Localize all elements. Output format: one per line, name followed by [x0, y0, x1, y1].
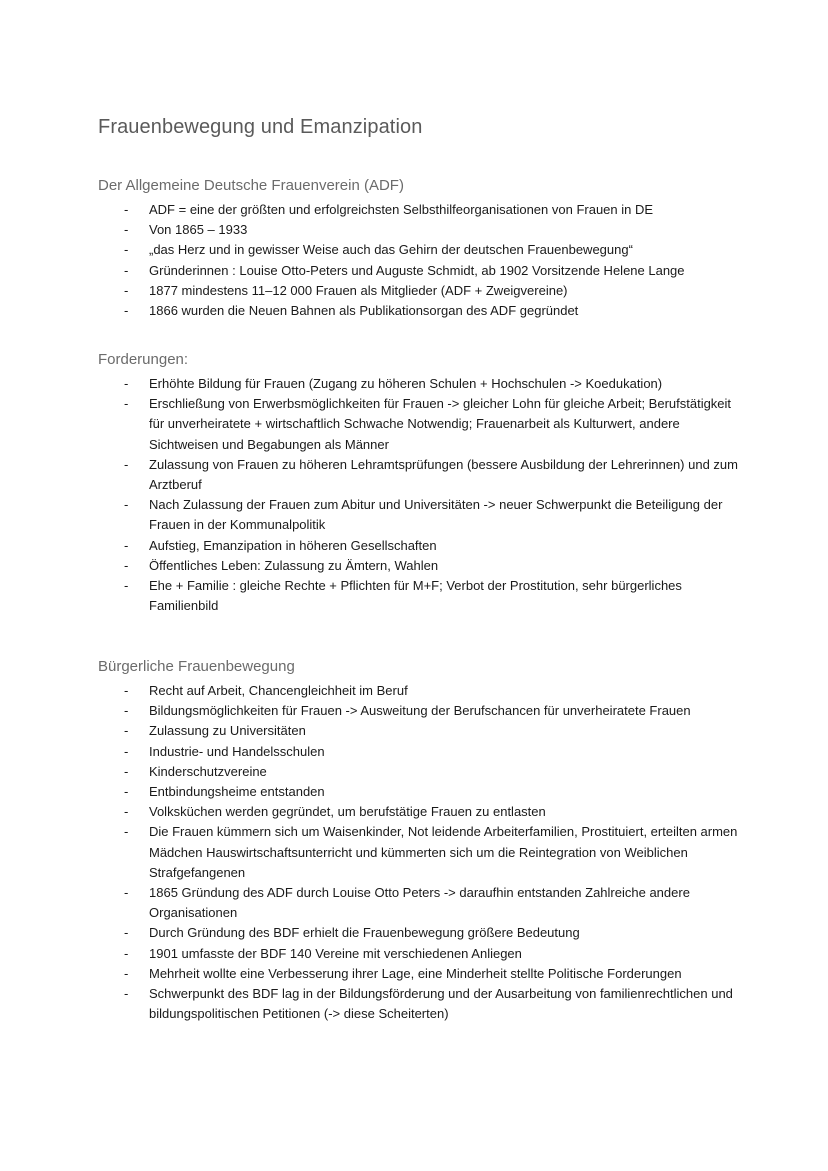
list-item — [98, 281, 738, 301]
list-item — [98, 455, 738, 495]
list-item — [98, 261, 738, 281]
list-dash: - — [124, 456, 129, 472]
list-item — [98, 944, 738, 964]
list-dash: - — [124, 945, 129, 961]
list-item-text: Aufstieg, Emanzipation in höheren Gesellschaften — [149, 537, 437, 553]
list-dash: - — [124, 497, 129, 513]
list-item — [98, 742, 738, 762]
list-item — [98, 220, 738, 240]
section-buergerliche-frauenbewegung — [98, 657, 738, 1024]
list-dash: - — [124, 222, 129, 238]
list-item-text: Schwerpunkt des BDF lag in der Bildungsförderung und der Ausarbeitung von familienrechtlichen und bildungspolitischen Petitionen (-> diese Scheiterten) — [149, 986, 733, 1022]
list-dash: - — [124, 763, 129, 779]
list-dash: - — [124, 885, 129, 901]
buergerlich-list — [98, 681, 738, 1024]
list-dash: - — [124, 925, 129, 941]
section-heading-forderungen: Forderungen: — [98, 351, 189, 368]
list-item-text: Recht auf Arbeit, Chancengleichheit im Beruf — [149, 683, 408, 698]
list-dash: - — [124, 303, 129, 319]
section-heading-adf: Der Allgemeine Deutsche Frauenverein (ADF) — [98, 177, 404, 194]
list-item-text: Zulassung von Frauen zu höheren Lehramtsprüfungen (bessere Ausbildung der Lehrerinnen) und zum Arztberuf — [149, 456, 738, 493]
list-dash: - — [124, 282, 129, 298]
list-item — [98, 802, 738, 822]
list-item-text: Erhöhte Bildung für Frauen (Zugang zu höheren Schulen + Hochschulen -> Koedukation) — [149, 376, 663, 391]
list-dash: - — [124, 683, 129, 698]
list-dash: - — [124, 986, 129, 1002]
list-item-text: „das Herz und in gewisser Weise auch das Gehirn der deutschen Frauenbewegung“ — [149, 242, 633, 258]
list-dash: - — [124, 376, 129, 391]
list-dash: - — [124, 262, 129, 278]
list-dash: - — [124, 824, 129, 840]
list-item-text: Industrie- und Handelsschulen — [149, 743, 325, 759]
list-dash: - — [124, 578, 129, 594]
section-adf — [98, 176, 738, 321]
list-item-text: 1877 mindestens 11–12 000 Frauen als Mitglieder (ADF + Zweigvereine) — [149, 282, 568, 298]
list-item — [98, 681, 738, 701]
list-dash: - — [124, 804, 129, 820]
list-item-text: Ehe + Familie : gleiche Rechte + Pflichten für M+F; Verbot der Prostitution, sehr bürgerliches Familienbild — [149, 578, 682, 614]
list-item-text: Die Frauen kümmern sich um Waisenkinder, Not leidende Arbeiterfamilien, Prostituiert, erteilten armen Mädchen Hauswirtschaftsunterricht und kümmerten sich um die Reintegration von Weiblichen Strafgefangenen — [149, 824, 738, 880]
list-dash: - — [124, 703, 129, 719]
list-item-text: Volksküchen werden gegründet, um berufstätige Frauen zu entlasten — [149, 804, 546, 820]
list-item — [98, 782, 738, 802]
list-item-text: Nach Zulassung der Frauen zum Abitur und Universitäten -> neuer Schwerpunkt die Beteiligung der Frauen in der Kommunalpolitik — [149, 497, 723, 533]
list-item-text: Mehrheit wollte eine Verbesserung ihrer Lage, eine Minderheit stellte Politische Forderungen — [149, 965, 682, 981]
section-heading-buergerlich: Bürgerliche Frauenbewegung — [98, 658, 295, 675]
list-dash: - — [124, 557, 129, 573]
list-item — [98, 200, 738, 220]
list-item — [98, 240, 738, 260]
list-item — [98, 556, 738, 576]
list-item-text: Von 1865 – 1933 — [149, 222, 248, 238]
list-item-text: Gründerinnen : Louise Otto-Peters und Auguste Schmidt, ab 1902 Vorsitzende Helene Lange — [149, 262, 685, 278]
list-item — [98, 762, 738, 782]
list-item-text: Kinderschutzvereine — [149, 763, 267, 779]
list-item-text: Durch Gründung des BDF erhielt die Frauenbewegung größere Bedeutung — [149, 925, 580, 941]
list-item-text: Erschließung von Erwerbsmöglichkeiten für Frauen -> gleicher Lohn für gleiche Arbeit; Berufstätigkeit für unverheiratete + wirtschaftlich Schwache Notwendig; Frauenarbeit als Kulturwert, andere Sichtweisen und Begabungen als Männer — [149, 396, 732, 452]
list-item — [98, 964, 738, 984]
list-item-text: 1866 wurden die Neuen Bahnen als Publikationsorgan des ADF gegründet — [149, 303, 579, 319]
list-item — [98, 883, 738, 923]
forderungen-list — [98, 374, 738, 616]
list-dash: - — [124, 396, 129, 412]
list-item-text: Zulassung zu Universitäten — [149, 723, 306, 739]
list-item-text: Öffentliches Leben: Zulassung zu Ämtern, Wahlen — [149, 557, 439, 573]
adf-list — [98, 200, 738, 321]
list-dash: - — [124, 784, 129, 800]
list-dash: - — [124, 202, 129, 217]
list-item-text: Bildungsmöglichkeiten für Frauen -> Ausweitung der Berufschancen für unverheiratete Frauen — [149, 703, 691, 719]
list-item-text: Entbindungsheime entstanden — [149, 784, 325, 800]
list-item — [98, 301, 738, 321]
list-item — [98, 495, 738, 535]
list-item — [98, 721, 738, 741]
section-forderungen — [98, 350, 738, 616]
list-dash: - — [124, 743, 129, 759]
list-dash: - — [124, 242, 129, 258]
list-item-text: 1865 Gründung des ADF durch Louise Otto Peters -> daraufhin entstanden Zahlreiche andere Organisationen — [149, 885, 690, 921]
list-item-text: ADF = eine der größten und erfolgreichsten Selbsthilfeorganisationen von Frauen in DE — [149, 202, 654, 217]
list-item-text: 1901 umfasste der BDF 140 Vereine mit verschiedenen Anliegen — [149, 945, 522, 961]
list-item — [98, 536, 738, 556]
list-dash: - — [124, 965, 129, 981]
list-item — [98, 374, 738, 394]
list-item — [98, 701, 738, 721]
list-item — [98, 822, 738, 883]
list-dash: - — [124, 537, 129, 553]
document-title: Frauenbewegung und Emanzipation — [98, 116, 423, 138]
list-item — [98, 394, 738, 455]
list-item — [98, 984, 738, 1024]
list-dash: - — [124, 723, 129, 739]
list-item — [98, 923, 738, 943]
list-item — [98, 576, 738, 616]
